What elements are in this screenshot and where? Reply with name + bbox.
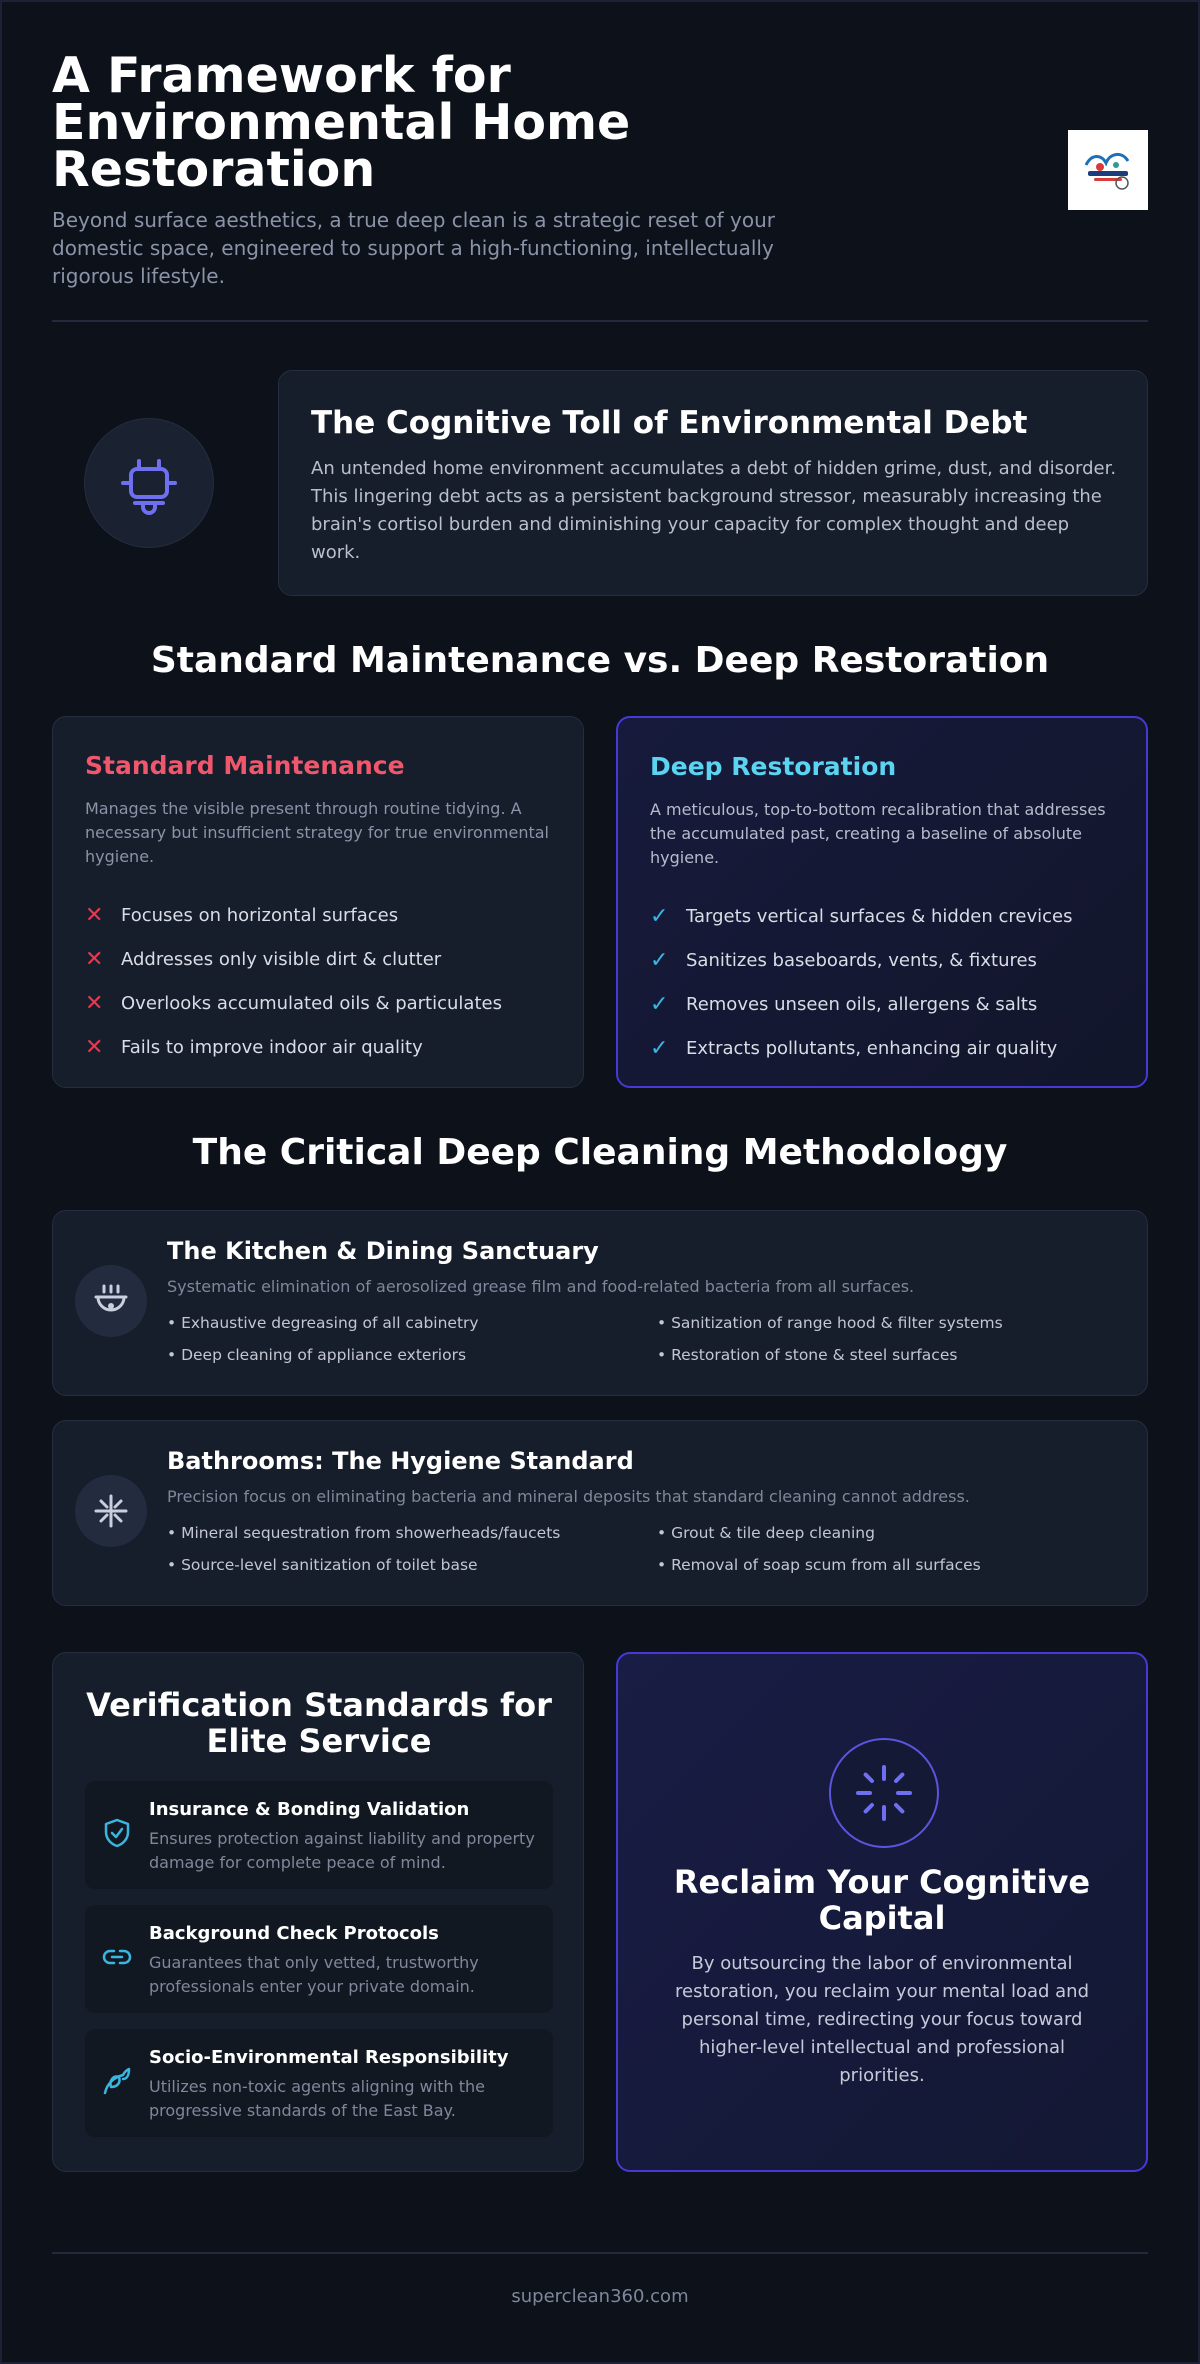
standard-maintenance-description: Manages the visible present through routine tidying. A necessary but insufficient strategy for true environmental hygiene. [85,799,549,866]
x-icon: ✕ [85,902,104,928]
verification-item-description: Utilizes non-toxic agents aligning with the progressive standards of the East Bay. [149,2077,485,2120]
company-logo [1068,130,1148,210]
standard-maintenance-title: Standard Maintenance [85,751,405,780]
list-item-label: Overlooks accumulated oils & particulates [121,992,502,1014]
deep-restoration-card [616,716,1148,1088]
kitchen-task-list [167,1313,1127,1365]
bathroom-task-list [167,1523,1127,1575]
list-item-label: Fails to improve indoor air quality [121,1036,423,1058]
kitchen-icon-badge [75,1265,147,1337]
list-item: • Sanitization of range hood & filter systems [657,1314,1003,1332]
bathroom-description: Precision focus on eliminating bacteria and mineral deposits that standard cleaning cannot address. [167,1487,970,1506]
loader-icon-badge [829,1738,939,1848]
infographic-page [2,2,1198,2362]
bathroom-icon-badge [75,1475,147,1547]
list-item: • Removal of soap scum from all surfaces [657,1556,981,1574]
list-item [650,894,1120,938]
sparkle-icon [91,1491,131,1531]
list-item-label: Focuses on horizontal surfaces [121,904,399,926]
footer-divider [52,2252,1148,2254]
brain-icon-badge [84,418,214,548]
list-item [85,893,555,937]
kitchen-methodology-card [52,1210,1148,1396]
list-item-label: Sanitizes baseboards, vents, & fixtures [686,949,1037,971]
verification-item-description: Ensures protection against liability and property damage for complete peace of mind. [149,1829,535,1872]
x-icon: ✕ [85,1034,104,1060]
list-item [85,937,555,981]
leaf-icon [101,2065,133,2097]
verification-item-insurance [85,1781,553,1889]
cognitive-toll-title: The Cognitive Toll of Environmental Debt [311,405,1028,441]
deep-restoration-title: Deep Restoration [650,752,897,781]
list-item [650,938,1120,982]
check-icon: ✓ [650,1035,669,1061]
verification-item-title: Background Check Protocols [149,1923,439,1944]
verification-title: Verification Standards for Elite Service [86,1686,552,1760]
list-item [85,1025,555,1069]
brain-chip-icon [117,451,181,515]
reclaim-text: By outsourcing the labor of environmental restoration, you reclaim your mental load and personal time, redirecting your focus toward higher-level intellectual and professional priorities. [674,1953,1090,2086]
list-item: • Exhaustive degreasing of all cabinetry [167,1314,479,1332]
check-icon: ✓ [650,903,669,929]
check-icon: ✓ [650,991,669,1017]
standard-maintenance-card [52,716,584,1088]
list-item: • Grout & tile deep cleaning [657,1524,875,1542]
bathroom-methodology-card [52,1420,1148,1606]
reclaim-title: Reclaim Your Cognitive Capital [673,1863,1091,1937]
cognitive-toll-text: An untended home environment accumulates a debt of hidden grime, dust, and disorder. This lingering debt acts as a persistent background stressor, measurably increasing the brain's cortisol burden and diminishing your capacity for complex thought and deep work. [311,458,1117,563]
cognitive-toll-card [278,370,1148,596]
bathroom-title: Bathrooms: The Hygiene Standard [167,1447,634,1475]
x-icon: ✕ [85,946,104,972]
reclaim-card [616,1652,1148,2172]
methodology-heading: The Critical Deep Cleaning Methodology [192,1132,1008,1173]
list-item-label: Targets vertical surfaces & hidden crevices [686,905,1073,927]
kitchen-description: Systematic elimination of aerosolized grease film and food-related bacteria from all surfaces. [167,1277,915,1296]
comparison-heading: Standard Maintenance vs. Deep Restoration [150,640,1050,681]
list-item: • Deep cleaning of appliance exteriors [167,1346,467,1364]
list-item [650,1026,1120,1070]
deep-restoration-description: A meticulous, top-to-bottom recalibration that addresses the accumulated past, creating a baseline of absolute hygiene. [650,800,1106,867]
list-item: • Source-level sanitization of toilet base [167,1556,478,1574]
verification-card [52,1652,584,2172]
logo-graphic-icon [1078,145,1138,195]
list-item [650,982,1120,1026]
list-item-label: Extracts pollutants, enhancing air quality [686,1037,1058,1059]
footer-website-link[interactable]: superclean360.com [511,2286,689,2307]
verification-item-eco-responsibility [85,2029,553,2137]
verification-item-background-check [85,1905,553,2013]
check-icon: ✓ [650,947,669,973]
deep-restoration-list [650,894,1120,1070]
link-icon [101,1941,133,1973]
list-item-label: Removes unseen oils, allergens & salts [686,993,1038,1015]
list-item-label: Addresses only visible dirt & clutter [121,948,442,970]
page-title: A Framework for Environmental Home Restoration [52,47,631,198]
standard-maintenance-list [85,893,555,1069]
verification-item-title: Socio-Environmental Responsibility [149,2047,509,2068]
list-item [85,981,555,1025]
cooking-pot-icon [91,1281,131,1321]
kitchen-title: The Kitchen & Dining Sanctuary [167,1237,599,1265]
x-icon: ✕ [85,990,104,1016]
header-divider [52,320,1148,322]
verification-item-description: Guarantees that only vetted, trustworthy professionals enter your private domain. [149,1953,479,1996]
page-subtitle: Beyond surface aesthetics, a true deep clean is a strategic reset of your domestic space, engineered to support a high-functioning, intellectually rigorous lifestyle. [52,208,776,288]
list-item: • Restoration of stone & steel surfaces [657,1346,958,1364]
list-item: • Mineral sequestration from showerheads/faucets [167,1524,561,1542]
loader-icon [854,1763,914,1823]
shield-check-icon [101,1817,133,1849]
verification-item-title: Insurance & Bonding Validation [149,1799,470,1820]
